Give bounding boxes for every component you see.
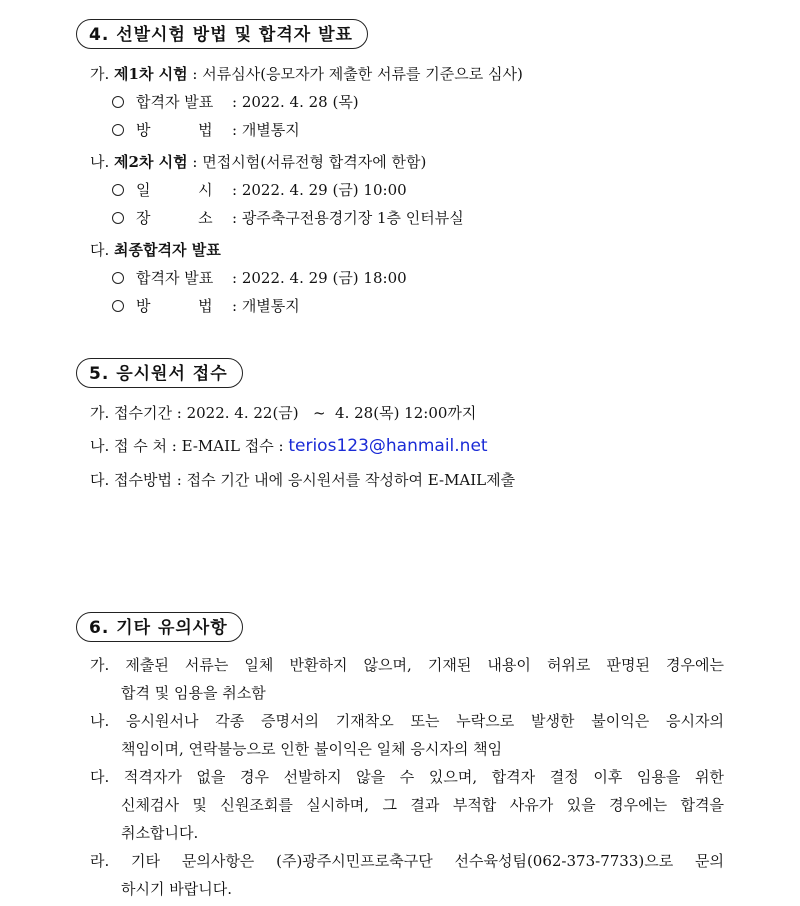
- section-6-item-line: 라. 기타 문의사항은 (주)광주시민프로축구단 선수육성팀(062-373-7733)으로 문의: [90, 852, 724, 870]
- bullet-value: : 2022. 4. 29 (금) 10:00: [232, 181, 407, 199]
- section-6-item-line: 합격 및 임용을 취소함: [121, 684, 266, 702]
- item-text: : 서류심사(응모자가 제출한 서류를 기준으로 심사): [187, 65, 523, 83]
- bullet-row: [112, 180, 407, 200]
- circle-bullet-icon: [112, 300, 124, 312]
- section-5-item-a: 가. 접수기간 : 2022. 4. 22(금) ~ 4. 28(목) 12:00까지: [90, 404, 477, 422]
- bullet-row: [112, 296, 300, 316]
- item-text: 나. 접 수 처 : E-MAIL 접수 :: [90, 437, 289, 455]
- section-4-item-a: [90, 64, 523, 84]
- bullet-label: 방 법: [136, 121, 213, 139]
- section-6-heading: 6. 기타 유의사항: [76, 612, 243, 642]
- circle-bullet-icon: [112, 124, 124, 136]
- bullet-value: : 광주축구전용경기장 1층 인터뷰실: [232, 209, 464, 227]
- circle-bullet-icon: [112, 96, 124, 108]
- section-6-item-line: 취소합니다.: [121, 824, 199, 842]
- circle-bullet-icon: [112, 184, 124, 196]
- section-6-item-line: 가. 제출된 서류는 일체 반환하지 않으며, 기재된 내용이 허위로 판명된 경우에는: [90, 656, 724, 674]
- bullet-label: 방 법: [136, 297, 213, 315]
- item-prefix: 가.: [90, 65, 115, 83]
- section-6-item-line: 책임이며, 연락불능으로 인한 불이익은 일체 응시자의 책임: [121, 740, 503, 758]
- section-5-item-c: 다. 접수방법 : 접수 기간 내에 응시원서를 작성하여 E-MAIL제출: [90, 471, 516, 489]
- circle-bullet-icon: [112, 272, 124, 284]
- section-5-item-b: [90, 436, 488, 456]
- item-prefix: 나.: [90, 153, 115, 171]
- bullet-label: 합격자 발표: [136, 93, 214, 111]
- email-link[interactable]: terios123@hanmail.net: [288, 436, 488, 456]
- bullet-row: [112, 268, 407, 288]
- bullet-label: 일 시: [136, 181, 213, 199]
- section-5-heading: 5. 응시원서 접수: [76, 358, 243, 388]
- bullet-row: [112, 120, 300, 140]
- item-title: 최종합격자 발표: [114, 241, 221, 259]
- bullet-value: : 2022. 4. 29 (금) 18:00: [232, 269, 407, 287]
- section-4-item-c: [90, 240, 221, 260]
- section-6-item-line: 다. 적격자가 없을 경우 선발하지 않을 수 있으며, 합격자 결정 이후 임용을 위한: [90, 768, 724, 786]
- bullet-label: 장 소: [136, 209, 213, 227]
- item-text: : 면접시험(서류전형 합격자에 한함): [187, 153, 427, 171]
- bullet-value: : 개별통지: [232, 121, 300, 139]
- circle-bullet-icon: [112, 212, 124, 224]
- section-4-item-b: [90, 152, 426, 172]
- item-title: 제2차 시험: [114, 153, 188, 171]
- bullet-value: : 개별통지: [232, 297, 300, 315]
- item-title: 제1차 시험: [114, 65, 188, 83]
- bullet-label: 합격자 발표: [136, 269, 214, 287]
- section-6-item-line: 하시기 바랍니다.: [121, 880, 232, 898]
- section-6-item-line: 신체검사 및 신원조회를 실시하며, 그 결과 부적합 사유가 있을 경우에는 합격을: [121, 796, 724, 814]
- section-4-heading: 4. 선발시험 방법 및 합격자 발표: [76, 19, 368, 49]
- section-6-item-line: 나. 응시원서나 각종 증명서의 기재착오 또는 누락으로 발생한 불이익은 응시자의: [90, 712, 724, 730]
- bullet-row: [112, 92, 359, 112]
- bullet-value: : 2022. 4. 28 (목): [232, 93, 359, 111]
- item-prefix: 다.: [90, 241, 115, 259]
- bullet-row: [112, 208, 464, 228]
